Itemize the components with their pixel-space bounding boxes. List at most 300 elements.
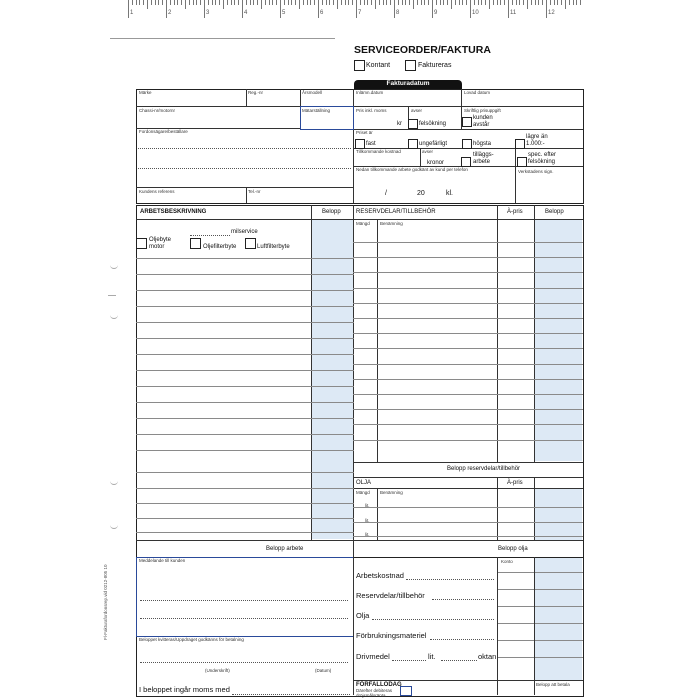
ruler-tick (337, 0, 338, 9)
work-row-line (136, 258, 354, 259)
ruler-tick (246, 0, 247, 5)
work-row-line (136, 386, 354, 387)
ruler-number: 12 (548, 10, 555, 16)
oil-filter-label: Oljefilterbyte (203, 244, 237, 250)
ruler-tick (538, 0, 539, 5)
vat-included-label: I beloppet ingår moms med (139, 685, 230, 694)
receipt-label: Beloppet kvitteras/Uppdraget godkänns för betalning (139, 637, 244, 642)
divider (246, 187, 247, 203)
ruler-tick (155, 0, 156, 5)
work-amount-heading: Belopp (322, 209, 341, 215)
ruler-tick (223, 0, 224, 9)
date-label: (Datum) (315, 668, 332, 673)
mileage-line (190, 235, 230, 236)
ruler-tick (326, 0, 327, 5)
ruler-tick (440, 0, 441, 5)
divider (534, 477, 535, 540)
ruler-number: 9 (434, 10, 438, 16)
ruler-tick (136, 0, 137, 5)
divider (353, 462, 583, 463)
divider (377, 219, 378, 462)
ruler-tick (531, 0, 532, 5)
oil-liter-label: lit. (365, 518, 370, 523)
oil-amount-column (534, 488, 582, 540)
price-except-label: avser (411, 108, 423, 113)
work-row-line (136, 418, 354, 419)
divider (515, 148, 516, 203)
ruler-tick (208, 0, 209, 5)
ruler-tick (307, 0, 308, 5)
oil-description-heading: Benämning (380, 490, 403, 495)
fault-search-checkbox[interactable] (408, 119, 418, 129)
vat-line (232, 694, 350, 695)
work-row-line (136, 450, 354, 451)
divider (534, 557, 535, 695)
ruler-tick (481, 0, 482, 5)
ruler-tick (375, 0, 376, 9)
ruler-tick (508, 0, 509, 18)
divider (420, 148, 421, 166)
ruler-number: 6 (320, 10, 324, 16)
ruler-tick (284, 0, 285, 5)
divider (136, 187, 354, 188)
oil-change-checkbox[interactable] (136, 238, 147, 249)
ruler-tick (390, 0, 391, 5)
ruler-number: 2 (168, 10, 172, 16)
ruler-tick (542, 0, 543, 5)
ruler-tick (489, 0, 490, 9)
left-date-label: Inlämn.datum (356, 90, 384, 95)
work-row-line (136, 322, 354, 323)
ruler-tick (497, 0, 498, 5)
cash-label: Kontant (366, 62, 391, 69)
ruler-tick (573, 0, 574, 5)
ruler-tick (405, 0, 406, 5)
ruler-tick (360, 0, 361, 5)
ruler-tick (234, 0, 235, 5)
work-row-line (136, 370, 354, 371)
ruler-tick (523, 0, 524, 5)
ruler-tick (158, 0, 159, 5)
punch-hole-mark (108, 295, 116, 296)
ruler-tick (185, 0, 186, 9)
ruler-tick (364, 0, 365, 5)
kronor-label: kronor (427, 160, 445, 166)
additional-work-checkbox[interactable] (461, 157, 471, 167)
oil-heading: OLJA (356, 480, 372, 486)
work-row-line (136, 338, 354, 339)
ruler-tick (546, 0, 547, 18)
ruler-tick (554, 0, 555, 5)
date-slash: / (385, 190, 387, 197)
ruler-tick (356, 0, 357, 18)
ruler-number: 10 (472, 10, 479, 16)
lower-than-checkbox[interactable] (515, 139, 525, 149)
ruler-tick (238, 0, 239, 5)
owner-line (138, 168, 351, 169)
message-label: Meddelande till kunden (139, 558, 186, 563)
form-title: SERVICEORDER/FAKTURA (354, 44, 491, 56)
parts-row-line (353, 288, 583, 289)
punch-hole-mark (110, 478, 118, 485)
work-row-line (136, 472, 354, 473)
consumables-line (430, 639, 494, 640)
spec-label-2: felsökning (528, 159, 556, 165)
parts-amount-heading: Belopp (545, 209, 564, 215)
fuel-octane-label: oktan (478, 652, 497, 661)
work-row-line (136, 402, 354, 403)
ruler-tick (402, 0, 403, 5)
ruler-tick (474, 0, 475, 5)
ruler-tick (132, 0, 133, 5)
signature-label: (Underskrift) (205, 668, 230, 673)
ruler-number: 5 (282, 10, 286, 16)
mileage-label: milservice (231, 229, 258, 235)
summary-row-line (497, 606, 583, 607)
owner-line (138, 148, 351, 149)
extra-except-label: avser (422, 149, 434, 154)
ruler-tick (200, 0, 201, 5)
summary-row-line (497, 589, 583, 590)
extra-work-label: Tillkommande kostnad (356, 149, 401, 154)
divider (461, 89, 462, 106)
ruler-tick (151, 0, 152, 5)
total-label: Belopp att betala (536, 682, 570, 687)
ruler-tick (386, 0, 387, 5)
spec-label-1: spec. efter (528, 152, 557, 158)
phone-label: Tel.-nr (248, 189, 261, 194)
approx-price-checkbox[interactable] (408, 139, 418, 149)
punch-hole-mark (110, 522, 118, 529)
ruler-tick (493, 0, 494, 5)
spec-checkbox[interactable] (517, 157, 527, 167)
ruler-tick (383, 0, 384, 5)
work-heading: ARBETSBESKRIVNING (140, 209, 207, 215)
clock-label: kl. (446, 190, 453, 197)
invoice-date-tab-label: Fakturadatum (386, 80, 430, 87)
parts-row-line (353, 440, 583, 441)
promised-date-label: Lovad datum (464, 90, 491, 95)
work-row-line (136, 306, 354, 307)
ruler-tick (504, 0, 505, 5)
late-interest-label-1: Därefter debiteras (356, 688, 393, 693)
summary-row-line (497, 572, 583, 573)
ruler-tick (170, 0, 171, 5)
parts-row-line (353, 318, 583, 319)
max-price-label: högsta (473, 141, 492, 147)
ruler-tick (413, 0, 414, 9)
measuring-ruler (108, 0, 588, 20)
ruler-tick (417, 0, 418, 5)
divider (353, 488, 583, 489)
divider (136, 106, 583, 107)
ruler-tick (470, 0, 471, 18)
ruler-tick (527, 0, 528, 9)
price-type-label: Priset är (356, 130, 373, 135)
price-kr-label: kr (397, 121, 402, 127)
punch-hole-mark (110, 262, 118, 269)
ruler-tick (432, 0, 433, 18)
ruler-tick (398, 0, 399, 5)
work-row-line (136, 488, 354, 489)
divider (353, 477, 583, 478)
fuel-lit-label: lit. (428, 652, 436, 661)
ruler-tick (436, 0, 437, 5)
parts-qty-heading: Mängd (356, 221, 370, 226)
ruler-tick (580, 0, 581, 5)
ruler-tick (557, 0, 558, 5)
parts-unit-price-heading: À-pris (507, 209, 523, 215)
ruler-number: 8 (396, 10, 400, 16)
ruler-tick (303, 0, 304, 5)
oil-filter-checkbox[interactable] (190, 238, 201, 249)
divider (497, 557, 498, 695)
parts-total-label: Belopp reservdelar/tillbehör (447, 466, 521, 472)
parts-row-line (353, 303, 583, 304)
ruler-tick (409, 0, 410, 5)
chassis-label: Chassi-nr/motornr (139, 108, 176, 113)
oil-liter-label: lit. (365, 503, 370, 508)
ruler-tick (177, 0, 178, 5)
parts-heading: RESERVDELAR/TILLBEHÖR (356, 209, 436, 215)
parts-row-line (353, 348, 583, 349)
summary-amount-column (534, 558, 582, 680)
divider (377, 488, 378, 540)
ruler-tick (291, 0, 292, 5)
ruler-tick (128, 0, 129, 18)
air-filter-label: Luftfilterbyte (257, 244, 290, 250)
labor-line (406, 579, 494, 580)
ruler-tick (561, 0, 562, 5)
summary-row-line (497, 657, 583, 658)
ruler-tick (147, 0, 148, 9)
ruler-tick (478, 0, 479, 5)
customer-waives-label-2: avstår (473, 122, 490, 128)
ruler-tick (219, 0, 220, 5)
oil-row-line (353, 522, 583, 523)
ruler-tick (215, 0, 216, 5)
ruler-tick (143, 0, 144, 5)
oil-row-line (353, 536, 583, 537)
signature-line (140, 662, 348, 663)
price-incl-vat-label: Pris inkl. moms (356, 108, 387, 113)
work-total-label: Belopp arbete (266, 546, 304, 552)
ruler-tick (212, 0, 213, 5)
divider (136, 540, 583, 541)
parts-row-line (353, 409, 583, 410)
ruler-number: 1 (130, 10, 134, 16)
ruler-tick (428, 0, 429, 5)
ruler-tick (352, 0, 353, 5)
ruler-tick (519, 0, 520, 5)
fuel-line (441, 660, 477, 661)
fuel-line (392, 660, 426, 661)
work-row-line (136, 354, 354, 355)
side-print: Fl-Fakturafordonsrep.vid 0212-805 10 (103, 564, 108, 640)
year-model-label: Årsmodell (302, 90, 323, 95)
fault-search-label: felsökning (419, 121, 447, 127)
oil-qty-heading: Mängd (356, 490, 370, 495)
ruler-tick (310, 0, 311, 5)
oil-change-label-2: motor (149, 244, 165, 250)
ruler-tick (329, 0, 330, 5)
ruler-tick (253, 0, 254, 5)
top-rule (110, 38, 335, 39)
ruler-tick (447, 0, 448, 5)
consumables-label: Förbrukningsmateriel (356, 631, 427, 640)
ruler-tick (512, 0, 513, 5)
labor-label: Arbetskostnad (356, 571, 404, 580)
workshop-sign-label: Verkstadens sign. (518, 169, 554, 174)
parts-description-heading: Benämning (380, 221, 403, 226)
approx-price-label: ungefärligt (419, 141, 448, 147)
parts-row-line (353, 379, 583, 380)
message-line (140, 600, 348, 601)
divider (136, 219, 583, 220)
customer-waives-label-1: kunden (473, 115, 493, 121)
fixed-price-checkbox[interactable] (355, 139, 365, 149)
ruler-tick (535, 0, 536, 5)
summary-row-line (497, 623, 583, 624)
lower-than-label-2: 1.000:- (526, 141, 545, 147)
parts-row-line (353, 424, 583, 425)
work-row-line (136, 503, 354, 504)
ruler-tick (280, 0, 281, 18)
ruler-tick (189, 0, 190, 5)
ruler-tick (193, 0, 194, 5)
work-row-line (136, 532, 354, 533)
ruler-tick (227, 0, 228, 5)
divider (497, 477, 498, 540)
parts-row-line (353, 272, 583, 273)
ruler-tick (299, 0, 300, 9)
air-filter-checkbox[interactable] (245, 238, 256, 249)
ruler-tick (265, 0, 266, 5)
ruler-tick (576, 0, 577, 5)
max-price-checkbox[interactable] (462, 139, 472, 149)
additional-work-label-2: arbete (473, 159, 491, 165)
parts-summary-line (432, 599, 494, 600)
invoice-checkbox[interactable] (405, 60, 416, 71)
divider (246, 89, 247, 106)
lower-than-label-1: lägre än (526, 134, 548, 140)
oil-summary-label: Olja (356, 611, 370, 620)
ruler-tick (196, 0, 197, 5)
ruler-tick (516, 0, 517, 5)
customer-waives-checkbox[interactable] (462, 117, 472, 127)
invoice-label: Faktureras (418, 62, 452, 69)
ruler-number: 7 (358, 10, 362, 16)
fixed-price-label: fast (366, 141, 376, 147)
parts-row-line (353, 333, 583, 334)
oil-unit-price-heading: À-pris (507, 480, 523, 486)
work-row-line (136, 290, 354, 291)
ruler-tick (257, 0, 258, 5)
due-date-label: FÖRFALLODAG (356, 682, 402, 688)
ruler-tick (455, 0, 456, 5)
oil-summary-line (372, 619, 494, 620)
ruler-tick (466, 0, 467, 5)
parts-row-line (353, 257, 583, 258)
customer-ref-label: Kundens referens (139, 189, 175, 194)
work-amount-column (311, 219, 353, 539)
logo-icon (400, 686, 412, 696)
ruler-tick (424, 0, 425, 5)
ruler-tick (242, 0, 243, 18)
oil-row-line (353, 507, 583, 508)
ruler-tick (333, 0, 334, 5)
oil-change-label-1: Oljebyte (149, 237, 172, 243)
oil-liter-label: lit. (365, 532, 370, 537)
ruler-tick (394, 0, 395, 18)
owner-label: Fordonsägare/beställare (139, 129, 188, 134)
ruler-tick (166, 0, 167, 18)
ruler-tick (379, 0, 380, 5)
account-label: Konto (501, 559, 513, 564)
punch-hole-mark (110, 312, 118, 319)
ruler-number: 11 (510, 10, 517, 16)
ruler-tick (261, 0, 262, 9)
ruler-tick (318, 0, 319, 18)
ruler-tick (485, 0, 486, 5)
ruler-tick (345, 0, 346, 5)
make-label: Märke (139, 90, 152, 95)
oil-total-label: Belopp olja (498, 546, 528, 552)
ruler-tick (500, 0, 501, 5)
ruler-tick (162, 0, 163, 5)
ruler-number: 3 (206, 10, 210, 16)
message-line (140, 618, 348, 619)
ruler-tick (367, 0, 368, 5)
ruler-tick (322, 0, 323, 5)
cash-checkbox[interactable] (354, 60, 365, 71)
parts-row-line (353, 364, 583, 365)
ruler-tick (204, 0, 205, 18)
ruler-tick (250, 0, 251, 5)
ruler-tick (451, 0, 452, 9)
divider (353, 680, 583, 681)
ruler-tick (288, 0, 289, 5)
parts-row-line (353, 394, 583, 395)
ruler-tick (371, 0, 372, 5)
work-row-line (136, 274, 354, 275)
ruler-tick (314, 0, 315, 5)
ruler-tick (421, 0, 422, 5)
ruler-tick (443, 0, 444, 5)
ruler-tick (459, 0, 460, 5)
late-interest-label-2: dröjsmålsränta (356, 693, 386, 698)
ruler-tick (348, 0, 349, 5)
work-row-line (136, 518, 354, 519)
ruler-tick (341, 0, 342, 5)
ruler-tick (269, 0, 270, 5)
approved-by-phone-label: Nedan tillkommande arbete godkänt av kund per telefon (356, 167, 468, 172)
ruler-tick (231, 0, 232, 5)
year-20: 20 (417, 190, 425, 197)
pickup-label: Skriftlig prisuppgift (464, 108, 501, 113)
meter-label: Mätarställning (302, 108, 331, 113)
summary-row-line (497, 640, 583, 641)
ruler-tick (550, 0, 551, 5)
ruler-tick (462, 0, 463, 5)
fuel-label: Drivmedel (356, 652, 390, 661)
message-box[interactable] (136, 557, 354, 637)
ruler-tick (181, 0, 182, 5)
ruler-number: 4 (244, 10, 248, 16)
divider (311, 205, 312, 540)
ruler-tick (295, 0, 296, 5)
ruler-tick (139, 0, 140, 5)
